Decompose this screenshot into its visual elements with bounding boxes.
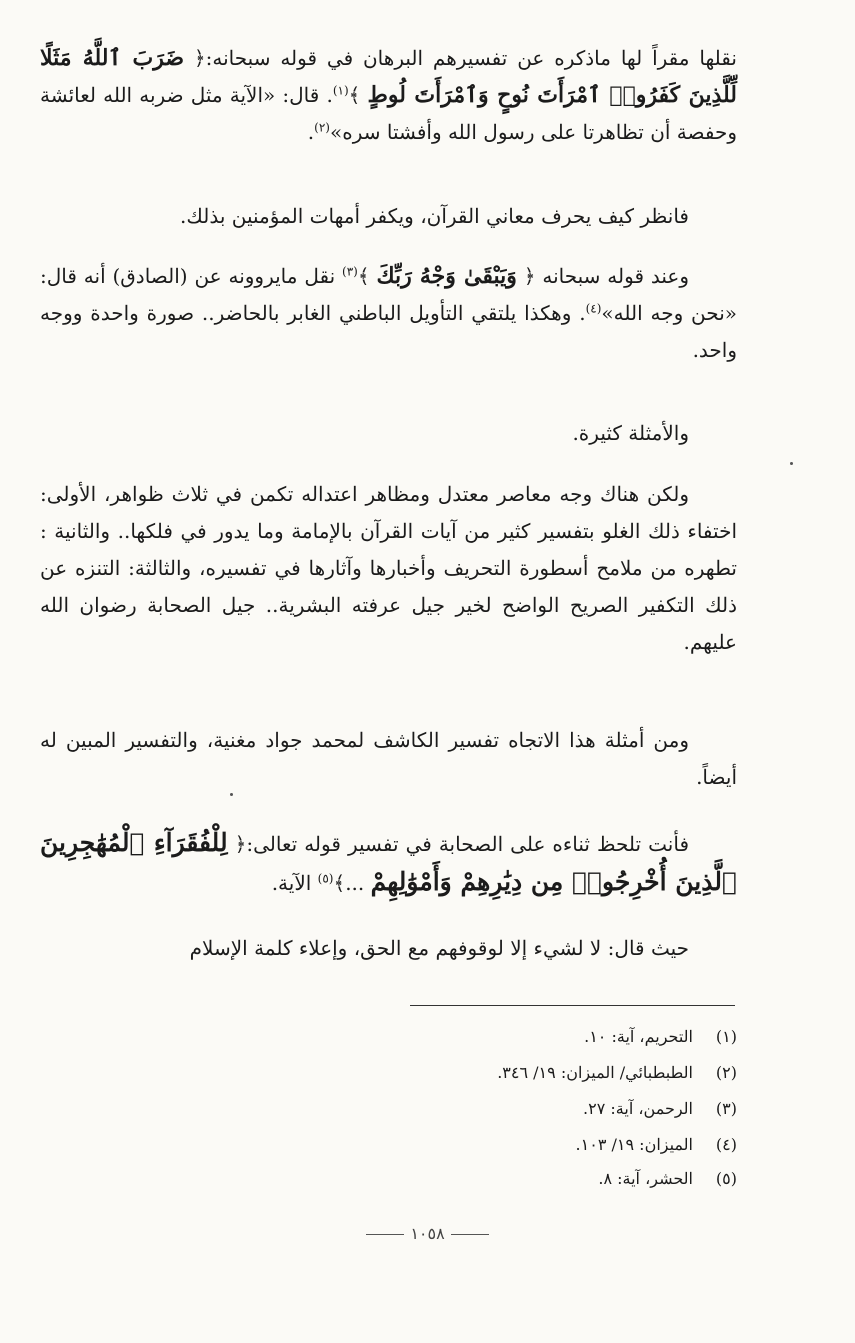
footnote-number: (٢) [715,1063,737,1082]
paragraph-text: ولكن هناك وجه معاصر معتدل ومظاهر اعتداله تكمن في ثلاث ظواهر، الأولى: اختفاء ذلك الغلو بتفسير كثير من آيات القرآن بالإمامة وما يدور في فلكها.. والثانية : تطهره من ملامح أسطورة التحريف وأخبارها وآثارها في تفسيره، والثالثة: التنزه عن ذلك التكفير الصريح الواضح لخير جيل عرفته البشرية.. جيل الصحابة رضوان الله عليهم. [40,482,737,654]
page-number [0,1224,855,1243]
footnote-text: التحريم، آية: ١٠. [584,1027,693,1046]
footnote-2 [400,1062,737,1084]
paragraph-1 [40,40,737,151]
page-number-dash [366,1234,404,1235]
footnote-text: الرحمن، آية: ٢٧. [583,1099,693,1118]
paragraph-text: حيث قال: لا لشيء إلا لوقوفهم مع الحق، وإعلاء كلمة الإسلام [189,936,689,960]
page-number-dash [451,1234,489,1235]
paragraph-text: ومن أمثلة هذا الاتجاه تفسير الكاشف لمحمد جواد مغنية، والتفسير المبين له أيضاً. [40,728,737,789]
paragraph-3 [40,258,737,369]
paragraph-5 [40,476,737,661]
footnote-number: (٤) [715,1135,737,1154]
paragraph-8 [40,930,737,967]
paragraph-text: . وهكذا يلتقي التأويل الباطني الغابر بالحاضر.. صورة واحدة ووجه واحد. [40,301,737,362]
footnote-3 [400,1098,737,1120]
verse-bracket: ...﴾ [333,871,371,895]
footnote-ref: (٣) [342,264,358,279]
scan-speck [230,793,233,796]
paragraph-2 [40,198,737,235]
footnote-ref: (١) [332,83,349,98]
footnote-number: (٥) [715,1169,737,1188]
paragraph-text: . [307,120,315,144]
footnote-ref: (٤) [585,301,602,316]
footnote-text: الميزان: ١٩/ ١٠٣. [575,1135,693,1154]
footnote-number: (٣) [715,1099,737,1118]
paragraph-text: فانظر كيف يحرف معاني القرآن، ويكفر أمهات المؤمنين بذلك. [180,204,689,228]
paragraph-text: فأنت تلحظ ثناءه على الصحابة في تفسير قوله تعالى:﴿ [227,832,690,856]
paragraph-text: والأمثلة كثيرة. [572,421,689,445]
quran-verse: لِلْفُقَرَآءِ ٱلْمُهَٰجِرِينَ ٱلَّذِينَ أُخْرِجُوا۟ مِن دِيَٰرِهِمْ وَأَمْوَٰلِهِمْ [40,828,737,896]
paragraph-text: نقلها مقراً لها ماذكره عن تفسيرهم البرهان في قوله سبحانه:﴿ [184,46,737,70]
page-number-text: ١٠٥٨ [410,1224,445,1243]
scan-speck [790,462,793,465]
verse-bracket: ﴾ [348,83,368,107]
quran-verse: ضَرَبَ ٱللَّهُ مَثَلًا لِّلَّذِينَ كَفَرُوا۟ ٱمْرَأَتَ نُوحٍ وَٱمْرَأَتَ لُوطٍ [40,45,737,108]
paragraph-text: نقل مايروونه عن (الصادق) أنه قال: «نحن وجه الله» [40,264,737,325]
paragraph-text: الآية. [271,871,318,895]
quran-verse: وَيَبْقَىٰ وَجْهُ رَبِّكَ [376,263,517,289]
paragraph-4 [40,415,737,452]
footnote-4 [400,1134,737,1156]
paragraph-6 [40,722,737,796]
paragraph-7 [40,824,737,902]
footnote-1 [400,1026,737,1048]
footnote-ref: (٥) [317,871,334,886]
footnote-number: (١) [715,1027,737,1046]
paragraph-text: وعند قوله سبحانه ﴿ [516,264,689,288]
paragraph-text: . قال: «الآية مثل ضربه الله لعائشة وحفصة أن تظاهرتا على رسول الله وأفشتا سره» [40,83,737,144]
verse-bracket: ﴾ [357,264,377,288]
footnote-ref: (٢) [314,120,330,135]
footnote-text: الحشر، آية: ٨. [598,1169,693,1188]
footnote-text: الطبطبائي/ الميزان: ١٩/ ٣٤٦. [497,1063,693,1082]
footnote-divider [410,1005,735,1006]
footnote-5 [400,1168,737,1190]
